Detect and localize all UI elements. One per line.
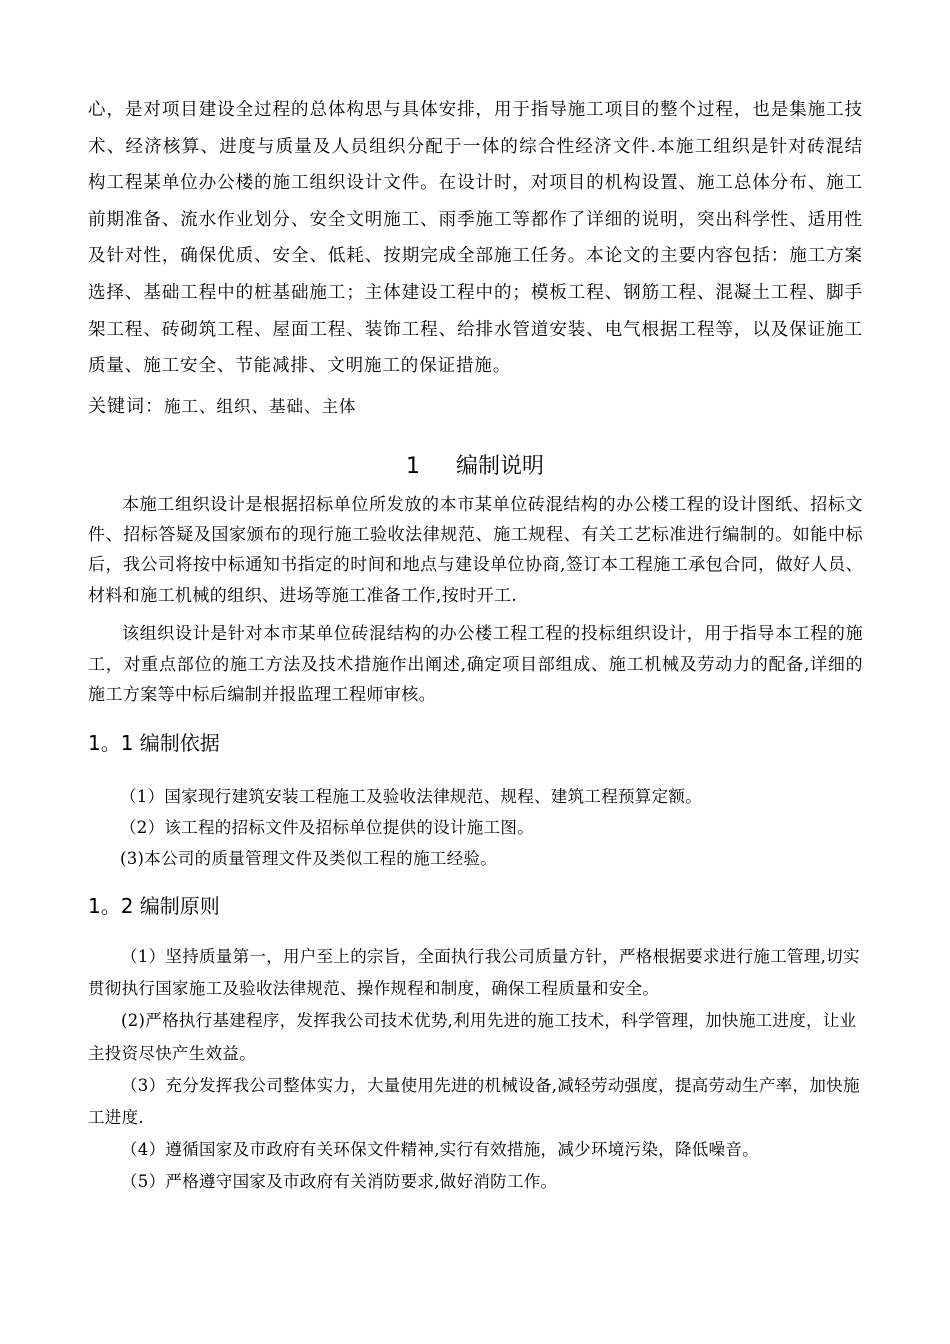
principle-item-5: （5）严格遵守国家及市政府有关消防要求,做好消防工作。 [121,1172,558,1192]
basis-item-1: （1）国家现行建筑安装工程施工及验收法律规范、规程、建筑工程预算定额。 [120,787,702,806]
chapter-title: 编制说明 [455,454,544,479]
principles-list [88,941,863,1199]
intro-paragraph-1 [88,490,863,611]
abstract-text: 心，是对项目建设全过程的总体构思与具体安排，用于指导施工项目的整个过程，也是集施工技术、经济核算、进度与质量及人员组织分配于一体的综合性经济文件.本施工组织是针对砖混结构工程某单位办公楼的施工组织设计文件。在设计时，对项目的机构设置、施工总体分布、施工前期准备、流水作业划分、安全文明施工、雨季施工等都作了详细的说明，突出科学性、适用性及针对性，确保优质、安全、低耗、按期完成全部施工任务。本论文的主要内容包括：施工方案选择、基础工程中的桩基础施工；主体建设工程中的；模板工程、钢筋工程、混凝土工程、脚手架工程、砖砌筑工程、屋面工程、装饰工程、给排水管道安装、电气根据工程等，以及保证施工质量、施工安全、节能减排、文明施工的保证措施。 [88,100,863,377]
keywords-label: 关键词： [88,396,164,417]
chapter-number: 1 [405,454,420,479]
intro-paragraph-2 [88,619,863,711]
basis-item-2: （2）该工程的招标文件及招标单位提供的设计施工图。 [120,818,534,837]
keywords-line [88,392,357,422]
section-heading-1-2: 1。2 编制原则 [88,894,220,918]
principle-item-3: （3）充分发挥我公司整体实力，大量使用先进的机械设备,减轻劳动强度，提高劳动生产率，加快施工进度. [88,1075,860,1128]
intro-text-2: 该组织设计是针对本市某单位砖混结构的办公楼工程工程的投标组织设计，用于指导本工程的施工，对重点部位的施工方法及技术措施作出阐述,确定项目部组成、施工机械及劳动力的配备,详细的施工方案等中标后编制并报监理工程师审核。 [88,624,863,705]
chapter-heading [0,449,950,485]
intro-text-1: 本施工组织设计是根据招标单位所发放的本市某单位砖混结构的办公楼工程的设计图纸、招标文件、招标答疑及国家颁布的现行施工验收法律规范、施工规程、有关工艺标准进行编制的。如能中标后，我公司将按中标通知书指定的时间和地点与建设单位协商,签订本工程施工承包合同，做好人员、材料和施工机械的组织、进场等施工准备工作,按时开工. [88,495,863,606]
principle-item-2: (2)严格执行基建程序，发挥我公司技术优势,利用先进的施工技术，科学管理，加快施工进度，让业主投资尽快产生效益。 [88,1011,857,1063]
principle-item-4: （4）遵循国家及市政府有关环保文件精神,实行有效措施，减少环境污染，降低噪音。 [121,1140,759,1160]
section-heading-1-1: 1。1 编制依据 [88,731,220,755]
abstract-paragraph [88,92,863,385]
keywords-value: 施工、组织、基础、主体 [164,397,357,416]
principle-item-1: （1）坚持质量第一，用户至上的宗旨，全面执行我公司质量方针，严格根据要求进行施工管理,切实贯彻执行国家施工及验收法律规范、操作规程和制度，确保工程质量和安全。 [88,947,860,999]
basis-item-3: (3)本公司的质量管理文件及类似工程的施工经验。 [120,849,498,868]
